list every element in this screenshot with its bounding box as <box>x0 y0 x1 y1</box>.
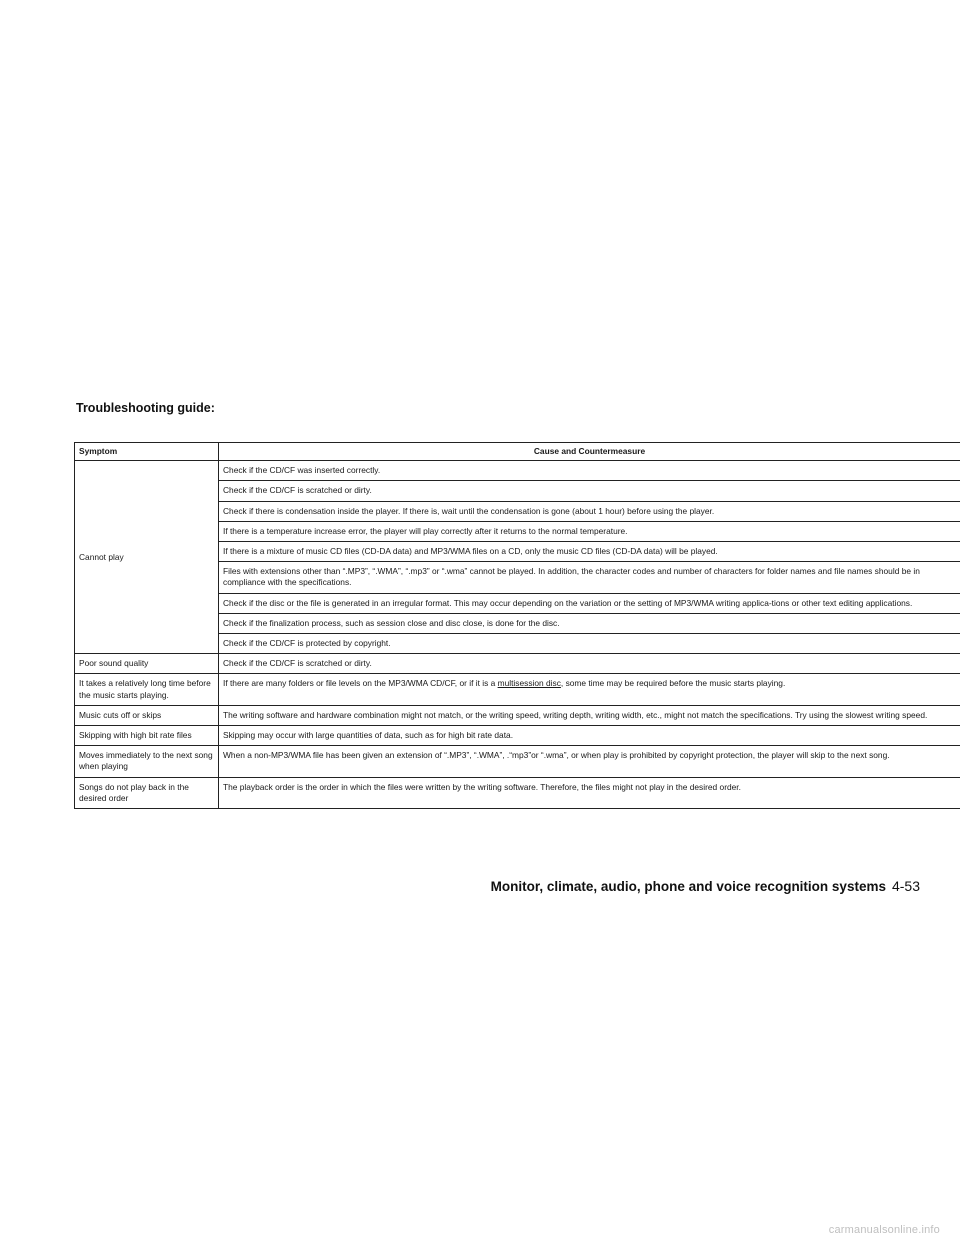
cause-cell: The writing software and hardware combination might not match, or the writing speed, writing depth, writing width, etc., might not match the specifications. Try using the slowest writing speed. <box>219 705 960 725</box>
symptom-header: Symptom <box>75 443 219 461</box>
symptom-cell: Songs do not play back in the desired order <box>75 777 219 808</box>
table-row <box>75 777 960 808</box>
cause-cell: Files with extensions other than “.MP3”, “.WMA”, “.mp3” or “.wma” cannot be played. In addition, the character codes and number of characters for folder names and file names should be in compliance with the specifications. <box>219 562 960 593</box>
cause-text: , some time may be required before the music starts playing. <box>560 678 786 689</box>
table-row <box>75 461 960 481</box>
symptom-cell: Poor sound quality <box>75 654 219 674</box>
cause-cell: Check if the CD/CF is scratched or dirty. <box>219 654 960 674</box>
cause-text: If there are many folders or file levels on the MP3/WMA CD/CF, or if it is a <box>223 678 498 689</box>
cause-header: Cause and Countermeasure <box>219 443 960 461</box>
page-number: 4-53 <box>891 878 920 894</box>
table-row <box>75 705 960 725</box>
symptom-cell: It takes a relatively long time before the music starts playing. <box>75 674 219 705</box>
cause-cell: Check if the CD/CF is scratched or dirty. <box>219 481 960 501</box>
cause-cell: Check if the finalization process, such as session close and disc close, is done for the disc. <box>219 613 960 633</box>
cause-cell: Check if the disc or the file is generated in an irregular format. This may occur depending on the variation or the setting of MP3/WMA writing applica-tions or other text editing applications. <box>219 593 960 613</box>
footer-section-title: Monitor, climate, audio, phone and voice recognition systems <box>490 879 886 894</box>
table-row <box>75 746 960 777</box>
multisession-disc-link[interactable]: multisession disc <box>497 678 561 689</box>
section-title: Troubleshooting guide: <box>76 401 215 415</box>
symptom-cell: Moves immediately to the next song when playing <box>75 746 219 777</box>
cause-cell: If there is a temperature increase error, the player will play correctly after it returns to the normal temperature. <box>219 521 960 541</box>
cause-cell: Check if the CD/CF is protected by copyright. <box>219 634 960 654</box>
cause-cell: When a non-MP3/WMA file has been given an extension of “.MP3”, “.WMA”, .“mp3”or “.wma”, or when play is prohibited by copyright protection, the player will skip to the next song. <box>219 746 960 777</box>
cause-cell: If there is a mixture of music CD files (CD-DA data) and MP3/WMA files on a CD, only the music CD files (CD-DA data) will be played. <box>219 542 960 562</box>
symptom-cell: Cannot play <box>75 461 219 654</box>
symptom-cell: Music cuts off or skips <box>75 705 219 725</box>
page-footer <box>491 878 920 894</box>
symptom-cell: Skipping with high bit rate files <box>75 726 219 746</box>
cause-cell <box>219 674 960 705</box>
troubleshooting-table <box>74 442 960 809</box>
cause-cell: The playback order is the order in which the files were written by the writing software. Therefore, the files might not play in the desired order. <box>219 777 960 808</box>
table-row <box>75 674 960 705</box>
cause-cell: Check if there is condensation inside the player. If there is, wait until the condensation is gone (about 1 hour) before using the player. <box>219 501 960 521</box>
table-row <box>75 654 960 674</box>
table-row <box>75 726 960 746</box>
cause-cell: Check if the CD/CF was inserted correctly. <box>219 461 960 481</box>
cause-cell: Skipping may occur with large quantities of data, such as for high bit rate data. <box>219 726 960 746</box>
table-header-row <box>75 443 960 461</box>
watermark: carmanualsonline.info <box>828 1224 940 1236</box>
